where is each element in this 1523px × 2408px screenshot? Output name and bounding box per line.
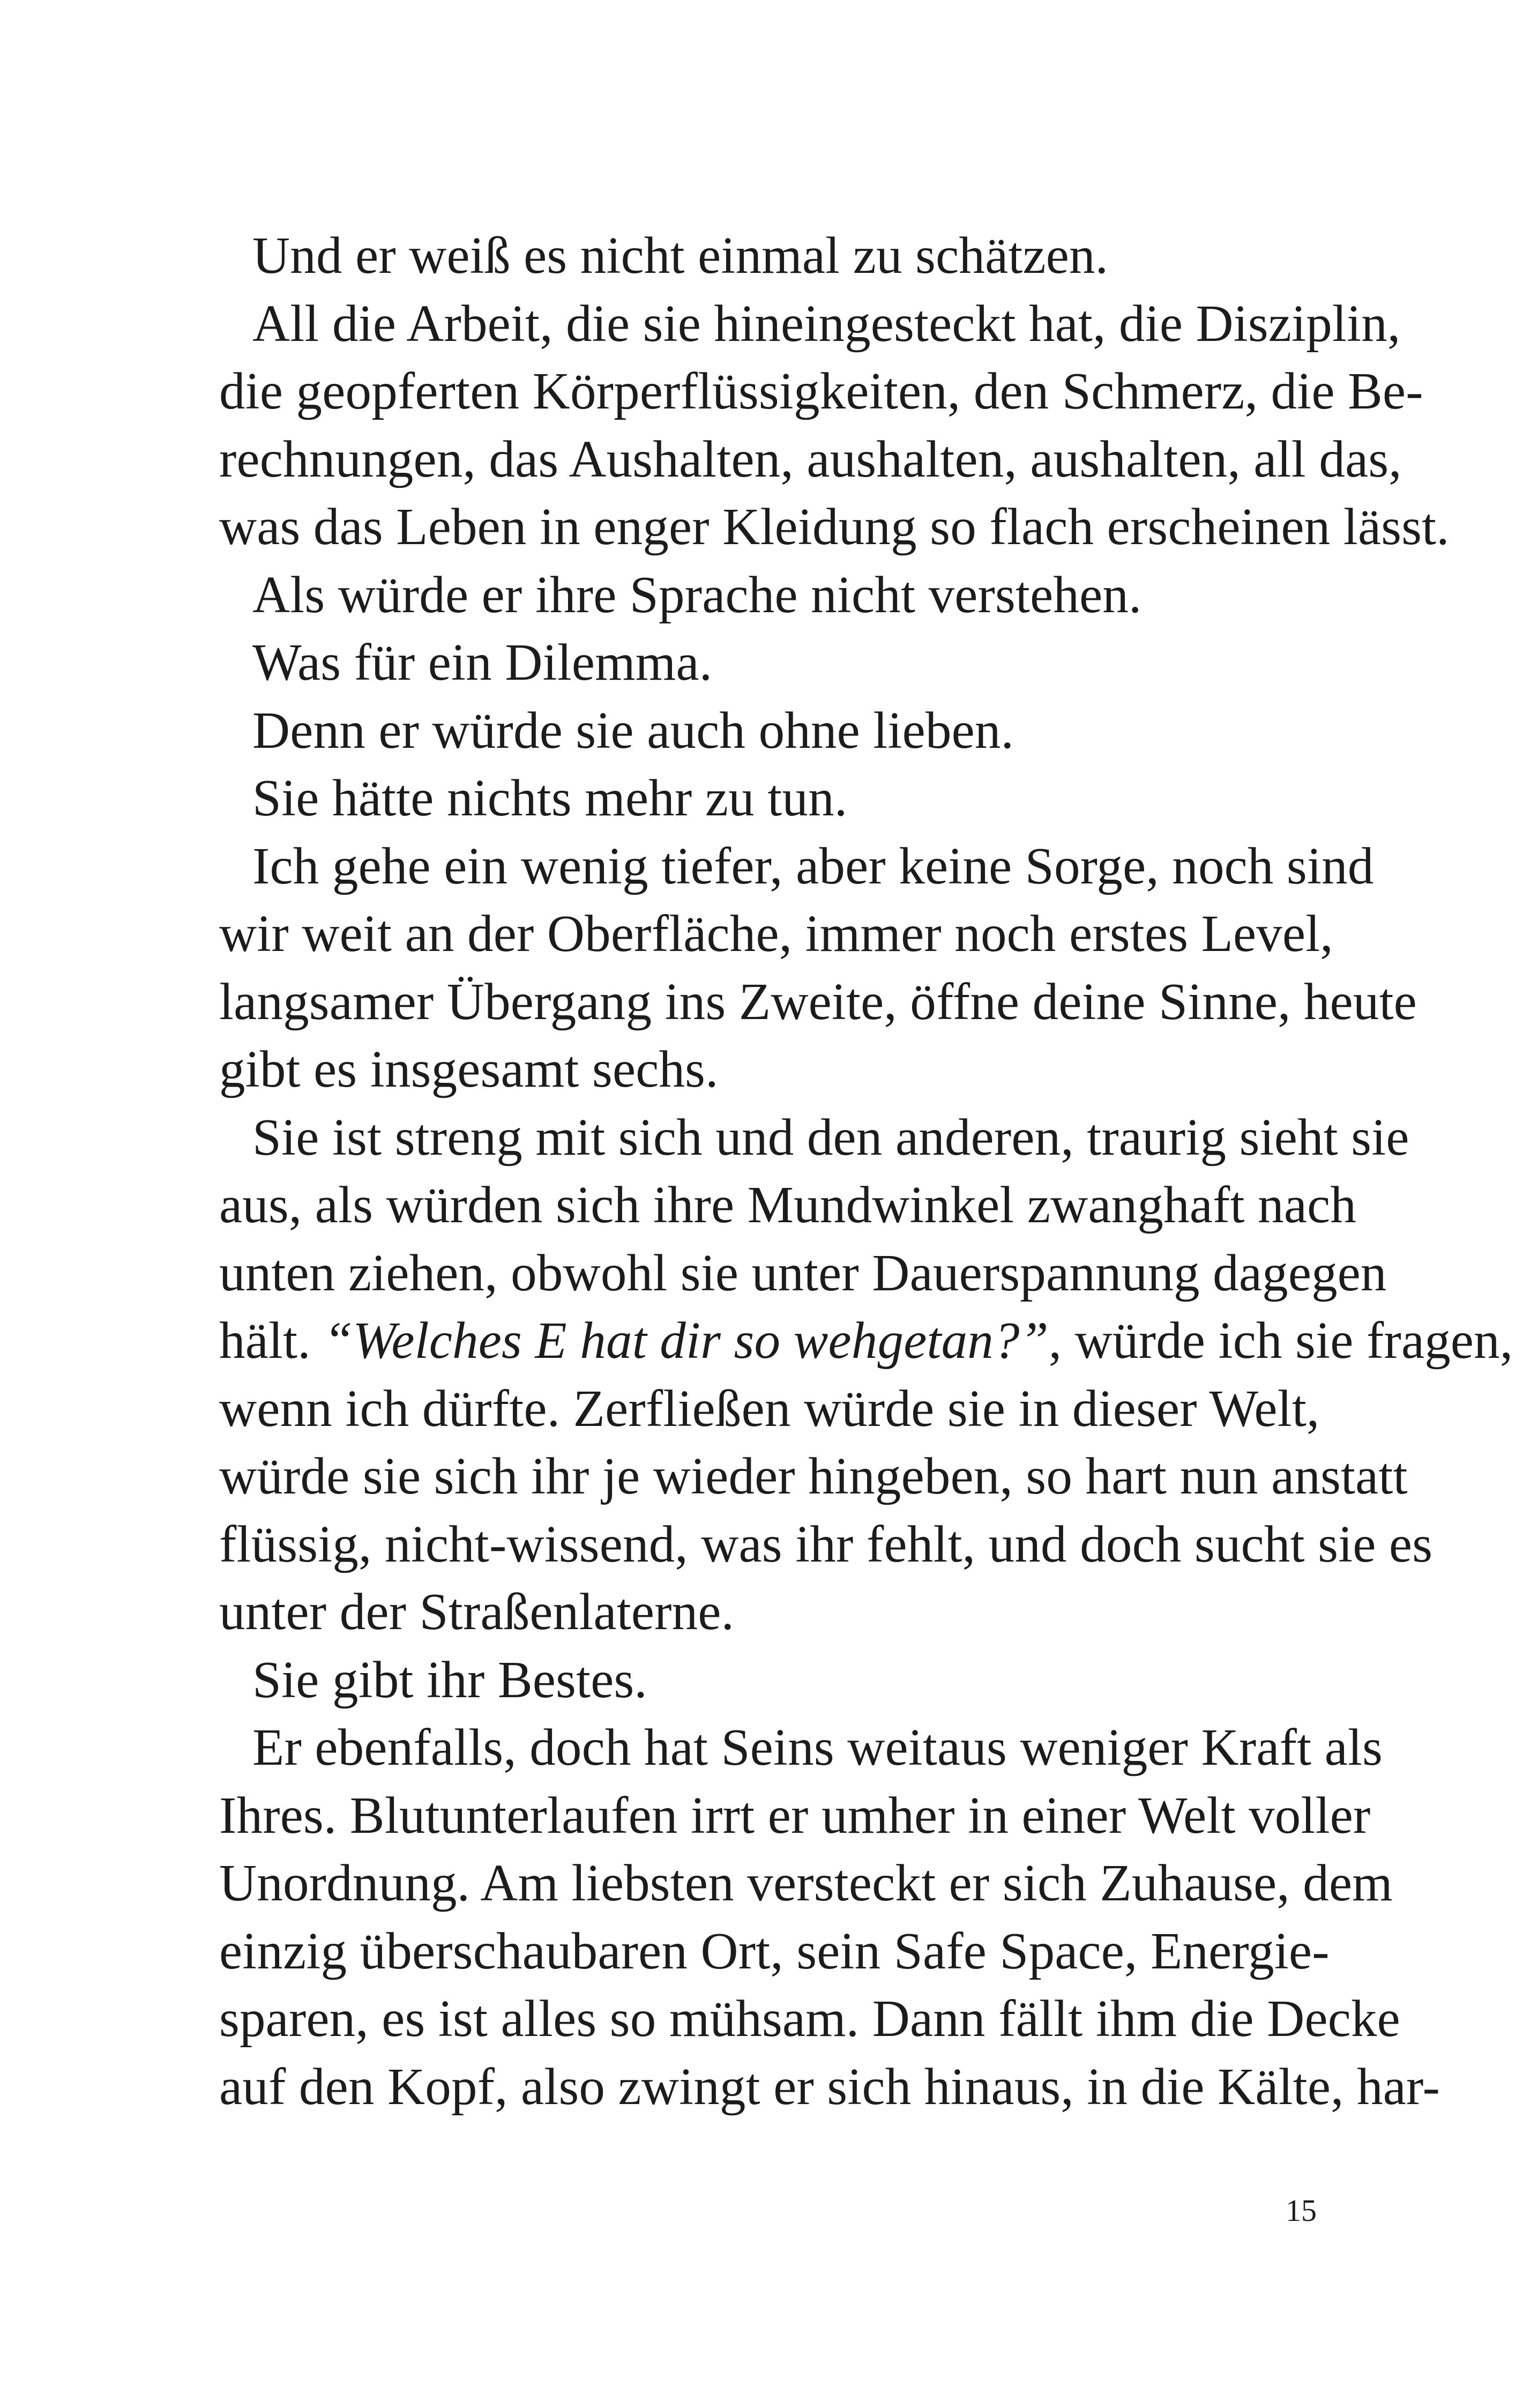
text-line: Denn er würde sie auch ohne lieben. xyxy=(252,701,1014,759)
paragraph xyxy=(219,561,1318,629)
text-line: Er ebenfalls, doch hat Seins weitaus weniger Kraft als xyxy=(252,1719,1383,1776)
paragraph xyxy=(219,833,1417,1104)
paragraph xyxy=(219,1646,1318,1714)
paragraph xyxy=(219,629,1318,697)
text-line: sparen, es ist alles so mühsam. Dann fällt ihm die Decke xyxy=(219,1990,1400,2047)
text-line: auf den Kopf, also zwingt er sich hinaus, in die Kälte, har- xyxy=(219,2057,1440,2115)
text-segment: , würde ich sie fragen, xyxy=(1048,1312,1513,1369)
text-line: flüssig, nicht-wissend, was ihr fehlt, und doch sucht sie es xyxy=(219,1515,1433,1573)
text-line: Sie gibt ihr Bestes. xyxy=(252,1651,647,1708)
text-line: All die Arbeit, die sie hineingesteckt hat, die Disziplin, xyxy=(252,294,1401,352)
text-line: wir weit an der Oberfläche, immer noch erstes Level, xyxy=(219,905,1333,962)
text-line: gibt es insgesamt sechs. xyxy=(219,1041,719,1098)
text-line: Unordnung. Am liebsten versteckt er sich Zuhause, dem xyxy=(219,1854,1393,1912)
text-line: Ich gehe ein wenig tiefer, aber keine Sorge, noch sind xyxy=(252,837,1374,895)
text-line: unter der Straßenlaterne. xyxy=(219,1583,735,1640)
text-line: Und er weiß es nicht einmal zu schätzen. xyxy=(252,227,1109,284)
text-line: Was für ein Dilemma. xyxy=(252,634,713,691)
paragraph xyxy=(219,764,1318,833)
paragraph xyxy=(219,1104,1513,1646)
text-line-with-quote xyxy=(219,1307,1513,1375)
text-line: rechnungen, das Aushalten, aushalten, aushalten, all das, xyxy=(219,430,1402,488)
text-line: langsamer Übergang ins Zweite, öffne deine Sinne, heute xyxy=(219,972,1417,1030)
text-line: Sie ist streng mit sich und den anderen, traurig sieht sie xyxy=(252,1108,1409,1166)
text-line: aus, als würden sich ihre Mundwinkel zwanghaft nach xyxy=(219,1176,1357,1233)
text-line: Sie hätte nichts mehr zu tun. xyxy=(252,769,848,827)
text-segment: hält. xyxy=(219,1312,324,1369)
text-line: die geopferten Körperflüssigkeiten, den Schmerz, die Be- xyxy=(219,362,1423,420)
text-line: Als würde er ihre Sprache nicht verstehen. xyxy=(252,566,1142,623)
paragraph xyxy=(219,290,1450,561)
italic-quote: “Welches E hat dir so wehgetan?” xyxy=(324,1312,1049,1369)
text-line: was das Leben in enger Kleidung so flach erscheinen lässt. xyxy=(219,498,1450,555)
book-page-text xyxy=(219,222,1513,2121)
text-line: würde sie sich ihr je wieder hingeben, so hart nun anstatt xyxy=(219,1447,1408,1505)
page-number: 15 xyxy=(1286,2193,1317,2228)
text-line: Ihres. Blutunterlaufen irrt er umher in einer Welt voller xyxy=(219,1786,1371,1844)
paragraph xyxy=(219,222,1318,290)
paragraph xyxy=(219,1714,1440,2121)
text-line: wenn ich dürfte. Zerfließen würde sie in dieser Welt, xyxy=(219,1379,1320,1437)
text-line: einzig überschaubaren Ort, sein Safe Space, Energie- xyxy=(219,1922,1330,1980)
text-line: unten ziehen, obwohl sie unter Dauerspannung dagegen xyxy=(219,1244,1387,1302)
paragraph xyxy=(219,697,1318,765)
